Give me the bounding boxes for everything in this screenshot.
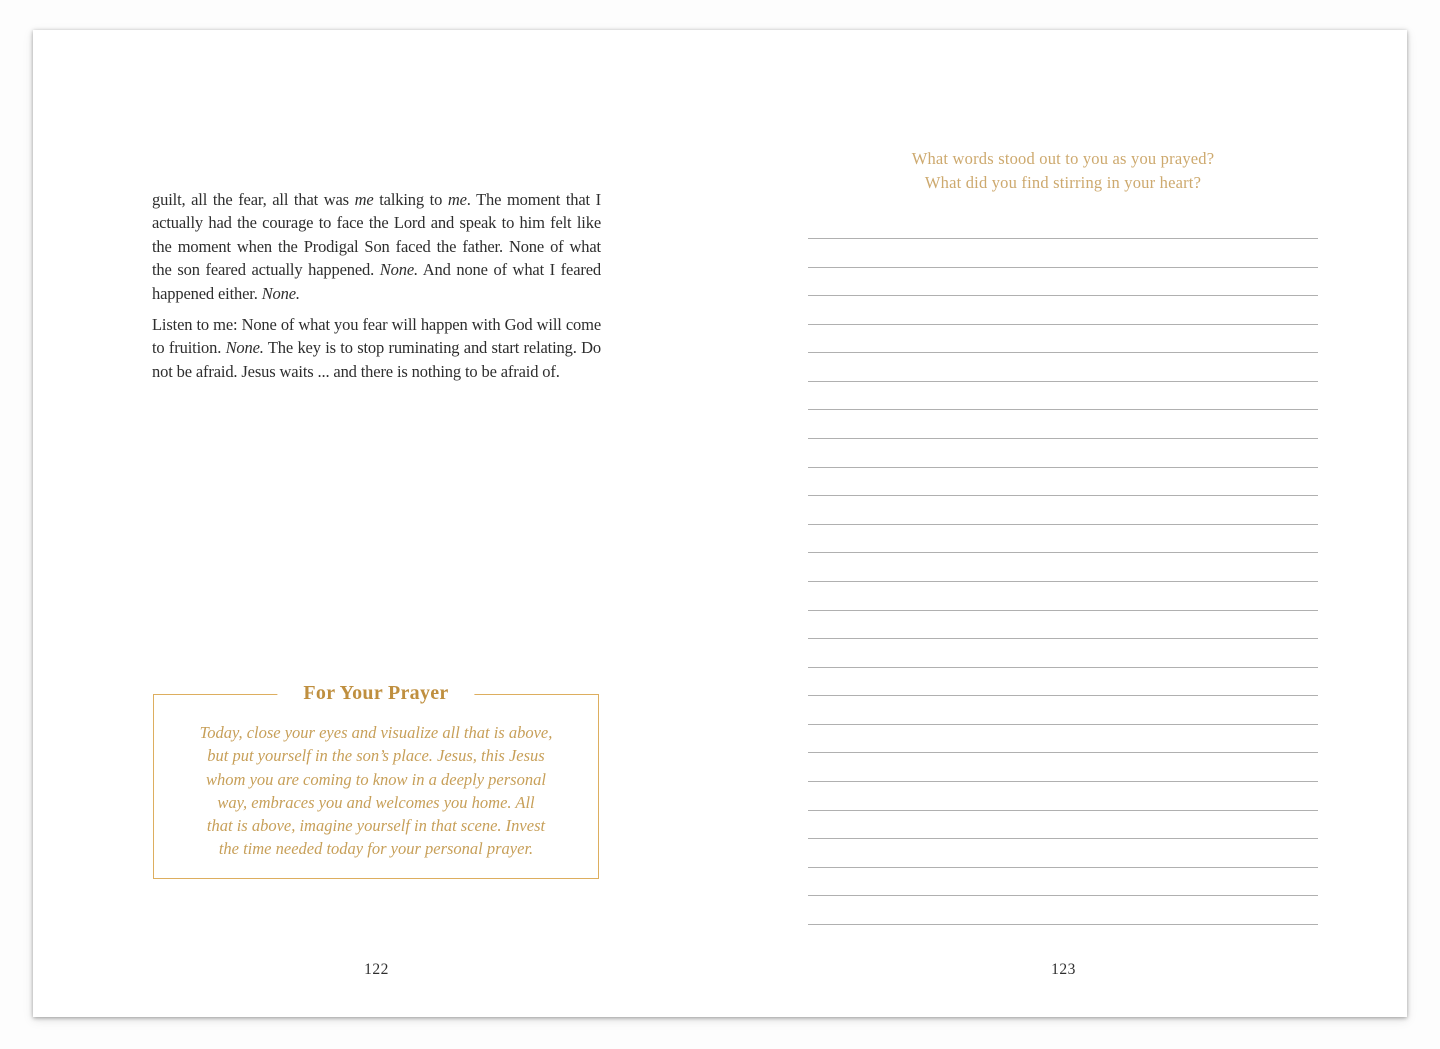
prayer-box-text-line: Today, close your eyes and visualize all that is above, [199,723,553,742]
journal-rule-line [808,867,1318,896]
journal-rule-line [808,695,1318,724]
prayer-box-text-line: but put yourself in the son’s place. Jesus, this Jesus [207,746,545,766]
journal-prompt [808,147,1318,194]
journal-rule-line [808,467,1318,496]
journal-rule-line [808,524,1318,553]
journal-rule-line [808,752,1318,781]
journal-lines [808,238,1318,952]
paragraph: guilt, all the fear, all that was me talking to me. The moment that I actually had the courage to face the Lord and speak to him felt like the moment when the Prodigal Son faced the father. None of what the son feared actually happened. None. And none of what I feared happened either. None. [152,190,601,303]
prayer-box-text-line: whom you are coming to know in a deeply personal [206,769,546,789]
journal-rule-line [808,438,1318,467]
journal-rule-line [808,610,1318,639]
prayer-box-text [154,721,598,861]
journal-rule-line [808,838,1318,867]
journal-rule-line [808,924,1318,953]
page-number-left: 122 [364,961,389,978]
book-spread [33,30,1407,1017]
journal-rule-line [808,638,1318,667]
journal-rule-line [808,409,1318,438]
journal-rule-line [808,381,1318,410]
journal-rule-line [808,495,1318,524]
page-left [33,30,720,1017]
journal-rule-line [808,352,1318,381]
journal-rule-line [808,895,1318,924]
journal-prompt-line1: What words stood out to you as you prayed? [911,149,1215,168]
page-right [720,30,1407,1017]
body-text [152,188,601,391]
prayer-box-text-line: the time needed today for your personal prayer. [218,839,534,859]
journal-rule-line [808,581,1318,610]
page-number-right: 123 [1051,961,1076,978]
prayer-box-text-line: that is above, imagine yourself in that scene. Invest [206,816,546,836]
journal-rule-line [808,238,1318,267]
journal-rule-line [808,810,1318,839]
journal-rule-line [808,552,1318,581]
prayer-box-text-line: way, embraces you and welcomes you home. All [217,792,535,812]
journal-rule-line [808,667,1318,696]
prayer-box [153,682,599,879]
journal-rule-line [808,724,1318,753]
journal-rule-line [808,781,1318,810]
journal-prompt-line2: What did you find stirring in your heart? [924,172,1202,192]
journal-rule-line [808,295,1318,324]
journal-rule-line [808,324,1318,353]
journal-rule-line [808,267,1318,296]
prayer-box-title: For Your Prayer [277,681,474,705]
paragraph: Listen to me: None of what you fear will happen with God will come to fruition. None. The key is to stop ruminating and start relating. Do not be afraid. Jesus waits ... and there is nothing to be afraid of. [152,315,601,381]
